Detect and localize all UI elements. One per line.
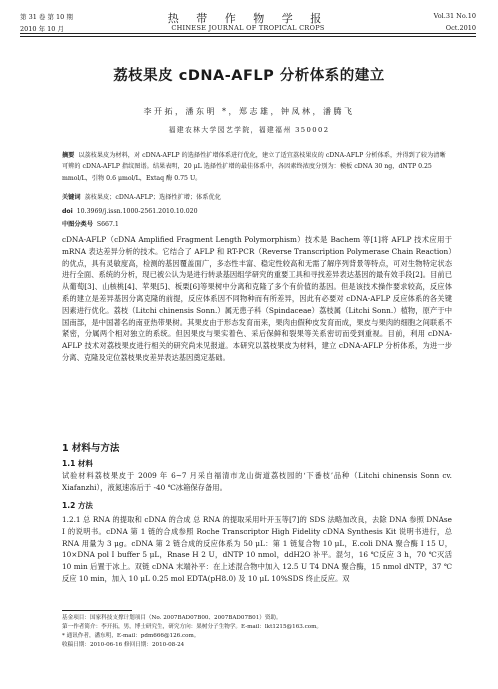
footnote-dates: 收稿日期：2010-06-16 修回日期：2010-08-24 [62,642,185,648]
abstract-label: 摘要 [62,152,75,159]
intro-paragraph: cDNA-AFLP（cDNA Amplified Fragment Length Polymorphism）技术是 Bachem 等[1]将 AFLP 技术应用于 mRNA 表达差异分析的技术。它结合了 AFLP 和 RT-PCR（Reverse Transcription Polymerase Chain Reaction）的优点，具有灵敏度高，检测的基因覆盖面广，多态性丰富、稳定性较高和无需了解序列背景等特点，可对生物特定状态进行全面、系统的分析，现已被公认为是进行转录基因组学研究的重要工具和寻找差异表达基因的最有效手段[2]。目前已从葡萄[3]、山核桃[4]、苹果[5]、板栗[6]等果树中分离和克隆了多个有价值的基因。但是该技术操作要求较高，反应体系的建立是差异基因分离克隆的前提，反应体系因不同物种而有所差异，因此有必要对 cDNA-AFLP 反应体系的各关键因素进行优化。荔枝（Litchi chinensis Sonn.）属无患子科（Spindaceae）荔枝属（Litchi Sonn.）植物，原产于中国南部，是中国著名的南亚热带果树。其果皮由于形态发育而来，果肉由假种皮发育而成，果皮与果肉的细胞之间联系不紧密，分属两个相对独立的系统。但因果皮与果实着色、采后保鲜和裂果等关系密切而受到重视。目前，利用 cDNA-AFLP 技术对荔枝果皮进行相关的研究尚未见报道。本研究以荔枝果皮为材料，建立 cDNA-AFLP 分析体系，为进一步分离、克隆及定位荔枝果皮差异表达基因奠定基础。 [62,235,452,362]
header-rule-thin [20,36,476,37]
page-header [20,10,476,50]
article-authors: 李开拓，潘东明 *，郑志雄，钟凤林，潘腾飞 [143,107,355,116]
keywords-text: 荔枝果皮；cDNA-AFLP；选择性扩增；体系优化 [84,194,221,201]
footnote-corresponding: * 通讯作者，潘东明，E-mail：pdm666@126.com。 [62,633,200,639]
date-en: Oct.2010 [445,24,476,32]
subsection-heading-materials: 1.1 材料 [62,459,93,468]
journal-title-cn: 热 带 作 物 学 报 [167,12,329,25]
doi-block [62,206,450,217]
classification-label: 中图分类号 [62,221,93,228]
footnote-fund: 基金项目：国家科技支撑计划项目（No. 2007BAD07B00、2007BAD07B01）资助。 [62,615,282,621]
section-heading-materials-methods: 1 材料与方法 [62,443,120,454]
journal-title-en: CHINESE JOURNAL OF TROPICAL CROPS [171,24,325,32]
classification-text: S667.1 [96,221,119,228]
footnote-rule [62,610,132,611]
doi-text: 10.3969/j.issn.1000-2561.2010.10.020 [76,208,198,215]
date-cn: 2010 年 10 月 [20,25,65,33]
article-affiliation: 福建农林大学园艺学院，福建福州 350002 [168,126,330,134]
classification-block [62,219,450,230]
header-rule-thick [20,33,476,34]
abstract-block [62,150,450,184]
abstract-text: 以荔枝果皮为材料，对 cDNA-AFLP 的选择性扩增体系进行优化，建立了适宜荔枝果皮的 cDNA-AFLP 分析体系，并得到了较为清晰可辨的 cDNA-AFLP 指纹图谱。结果表明，20 μL 选择性扩增的最佳体系中，各因素终浓度分别为：模板 cDNA 30 ng，dNTP 0.25 mmol/L，引物 0.6 μmol/L，Extaq 酶 0.75 U。 [62,152,446,182]
keywords-block [62,192,450,203]
materials-paragraph: 试验材料荔枝果皮于 2009 年 6~7 月采自福清市龙山街道荔枝园的‘下番枝’品种（Litchi chinensis Sonn cv. Xiafanzhi），液氮速冻后于 -40 ℃冰箱保存备用。 [62,471,452,492]
methods-paragraph: 1.2.1 总 RNA 的提取和 cDNA 的合成 总 RNA 的提取采用叶开玉等[7]的 SDS 法略加改良，去除 DNA 参照 DNAse Ⅰ 的说明书。cDNA 第 1 链的合成参照 Roche Transcriptor High Fidelity cDNA Synthesis Kit 说明书进行，总 RNA 用量为 3 μg。cDNA 第 2 链合成的反应体系为 50 μL：第 1 链复合物 10 μL，E.coli DNA 聚合酶 Ⅰ 15 U，10×DNA pol Ⅰ buffer 5 μL，Rnase H 2 U，dNTP 10 nmol，ddH2O 补平。混匀，16 ℃反应 3 h，70 ℃灭活 10 min 后置于冰上。双链 cDNA 末端补平：在上述混合物中加入 12.5 U T4 DNA 聚合酶，15 nmol dNTP，37 ℃反应 10 min，加入 10 μL 0.25 mol EDTA(pH8.0) 及 10 μL 10%SDS 终止反应。双 [62,515,452,583]
doi-label: doi [62,208,73,215]
volume-cn: 第 31 卷 第 10 期 [20,13,73,21]
keywords-label: 关键词 [62,194,81,201]
subsection-heading-methods: 1.2 方法 [62,501,93,510]
article-title: 荔枝果皮 cDNA-AFLP 分析体系的建立 [113,68,385,84]
footnote-first-author: 第一作者简介：李开拓，男，博士研究生，研究方向：果树分子生物学。E-mail：lkt1215@163.com。 [62,624,322,630]
volume-en: Vol.31 No.10 [433,12,476,20]
